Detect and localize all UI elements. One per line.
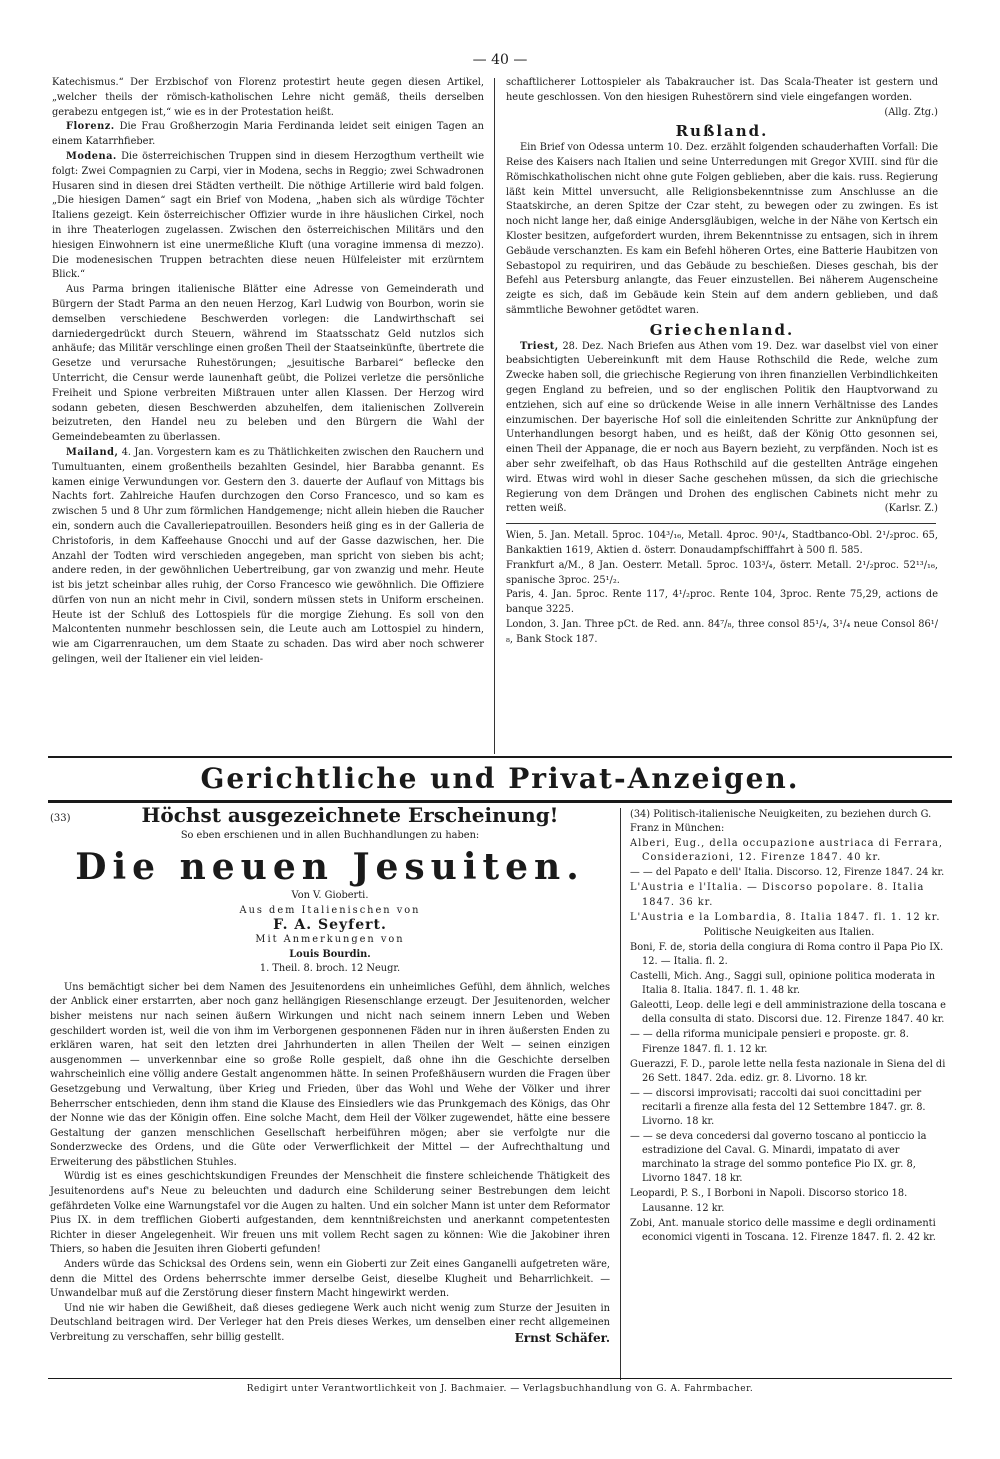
ad-paragraph: Anders würde das Schicksal des Ordens sein, wenn ein Gioberti zur Zeit eines Ganganelli aufgetreten wäre, denn die Mittel des Ordens beherrschte immer derselbe Geist, dieselbe Klugheit und Beharrlichkeit. — Unwandelbar muß auf die Zerstörung dieser finstern Macht hingewirkt werden. (50, 1259, 610, 1300)
list-item: L'Austria e l'Italia. — Discorso popolare. 8. Italia 1847. 36 kr. (630, 882, 925, 908)
stock-quote-frankfurt: Frankfurt a/M., 8 Jan. Oesterr. Metall. 5proc. 103³/₄, österr. Metall. 2¹/₂proc. 52¹³/₁₆, spanische 3proc. 25¹/₂. (506, 559, 938, 586)
parma-article: Aus Parma bringen italienische Blätter eine Adresse von Gemeinderath und Bürgern der Stadt Parma an den neuen Herzog, Karl Ludwig von Bourbon, worin sie demselben verschiedene Beschwerden vorlegen: die Landwirthschaft sei darniedergedrückt durch Steuern, während im Staatsschatz Geld nutzlos sich anhäufe; das Militär verschlinge einen großen Theil der Staatseinkünfte, übertrete die Gesetze und verursache Ruhestörungen; „jesuitische Barbarei“ beflecke den Unterricht, die Censur werde launenhaft geübt, die Polizei verletze die persönliche Freiheit und Spione verbreiten Mißtrauen unter allen Klassen. Der Herzog wird sodann gebeten, diesen Beschwerden abzuhelfen, dem italienischen Zollverein beizutreten, den Handel neu zu beleben und den Bürgern die Wahl der Gemeindebeamten zu überlassen. (52, 284, 484, 444)
stock-quotes (506, 529, 938, 647)
florenz-text: Die Frau Großherzogin Maria Ferdinanda leidet seit einigen Tagen an einem Katarrhfieber. (52, 121, 484, 148)
list-item: Castelli, Mich. Ang., Saggi sull, opinione politica moderata in Italia 8. Italia. 1847. fl. 1. 48 kr. (630, 971, 936, 997)
ad-number: (33) (50, 813, 71, 824)
advertisements-banner: Gerichtliche und Privat-Anzeigen. (200, 762, 800, 795)
dateline-triest: Triest, (520, 340, 559, 352)
annotator: Louis Bourdin. (289, 948, 371, 960)
dateline-mailand: Mailand, (66, 446, 119, 458)
triest-text: 28. Dez. Nach Briefen aus Athen vom 19. Dez. war daselbst viel von einer beabsichtigten Uebereinkunft mit dem Hause Rothschild die Rede, welche zum Zwecke haben soll, die griechische Regierung von ihren finanziellen Verbindlichkeiten gegen England zu befreien, und so der englischen Politik den Hauptvorwand zu entziehen, sich auf eine so drückende Weise in alle innern Verhältnisse des Landes einzumischen. Der bayerische Hof soll die einleitenden Schritte zur Anknüpfung der Unterhandlungen besorgt haben, und es heißt, daß der König Otto gesonnen sei, einen Theil der Appanage, die er noch aus Bayern bezieht, zu verpfänden. Noch ist es aber sehr zweifelhaft, ob das Haus Rothschild auf die gestellten Anträge eingehen wird. Etwas wird wohl in dieser Sache geschehen müssen, da sich die griechische Regierung von dem Drängen und Drohen des englischen Cabinets nicht mehr zu retten weiß. (506, 340, 938, 515)
column-divider (620, 808, 621, 1380)
right-news-column (506, 76, 938, 647)
divider (48, 1378, 952, 1379)
section-heading-griechenland: Griechenland. (649, 320, 795, 339)
translated-from: Aus dem Italienischen von (239, 904, 421, 916)
book-advertisement (50, 803, 610, 1346)
stock-quote-london: London, 3. Jan. Three pCt. de Red. ann. 84⁷/₈, three consol 85¹/₄, 3¹/₄ neue Consol 86¹/₈, Bank Stock 187. (506, 618, 938, 645)
ad-paragraph: Uns bemächtigt sicher bei dem Namen des Jesuitenordens ein unheimliches Gefühl, dem ähnlich, welches der Anblick einer erstarrten, aber noch ganz hellängigen Riesenschlange erzeugt. Der Jesuitenorden, welcher bisher meistens nur nach seinen äußern Wirkungen und nicht nach seinem innern Leben und Weben geschildert worden ist, weil die von ihm im Verborgenen gesponnenen Fäden nur in ihren äußersten Enden zu erklären waren, hat seit den letzten drei Jahrhunderten in allen Theilen der Welt — seinen einzigen ausgenommen — unverkennbar eine so große Rolle gespielt, daß ohne ihn die Geschichte derselben wahrscheinlich eine völlig andere Gestalt angenommen hätte. In seinen Profeßhäusern wurden die Fragen über Gesetzgebung und Verwaltung, über Krieg und Frieden, über das Wohl und Wehe der Völker und ihrer Beherrscher entschieden, denn ihm stand die Klause des Einsiedlers wie das Prunkgemach des Königs, das Ohr der Nonne wie das der Königin offen. Eine solche Macht, dem Heil der Völker zugewendet, hätte eine bessere Gestaltung der ganzen menschlichen Gesellschaft herbeiführen mögen; aber sie verfolgte nur die Sonderzwecke des Ordens, und die Güte oder Verwerflichkeit der Mittel — der Aufrechthaltung und Erweiterung des päbstlichen Stuhles. (50, 981, 610, 1168)
list-header: (34) Politisch-italienische Neuigkeiten, zu beziehen durch G. Franz in München: (630, 809, 932, 835)
ad-paragraph (50, 1302, 610, 1346)
list-item: Galeotti, Leop. delle legi e dell amministrazione della toscana e della consulta di stato. Discorsi due. 12. Firenze 1847. 40 kr. (630, 1000, 946, 1026)
divider (48, 756, 952, 758)
source-citation: (Karlsr. Z.) (884, 503, 938, 515)
mailand-article (52, 446, 484, 668)
ad-text: Und nie wir haben die Gewißheit, daß dieses gediegene Werk auch nicht wenig zum Sturze der Jesuiten in Deutschland beitragen wird. Der Verleger hat den Preis dieses Werkes, um denselben einer recht allgemeinen Verbreitung zu verschaffen, sehr billig gestellt. (50, 1302, 610, 1343)
divider (506, 523, 936, 524)
ad-paragraph: Würdig ist es eines geschichtskundigen Freundes der Menschheit die finstere schleichende Thätigkeit des Jesuitenordens auf's Neue zu beleuchten und dadurch eine Schilderung seiner Bestrebungen dem leicht gefährdeten Volke eine Warnungstafel vor die Augen zu halten. Und ein solcher Mann ist unter dem Reformator Pius IX. in dem trefflichen Gioberti aufgestanden, dem kenntnißreichsten und anerkannt competentesten Richter in dieser Angelegenheit. Wir freuen uns mit vollem Recht sagen zu können: Wie die Jakobiner ihren Thiers, so haben die Jesuiten ihren Gioberti gefunden! (50, 1171, 610, 1256)
publisher-signature: Ernst Schäfer. (514, 1331, 610, 1345)
triest-article (506, 340, 938, 518)
stock-quote-wien: Wien, 5. Jan. Metall. 5proc. 104³/₁₆, Metall. 4proc. 90¹/₄, Stadtbanco-Obl. 2¹/₂proc. 65, Bankaktien 1619, Aktien d. österr. Donaudampfschifffahrt à 500 fl. 585. (506, 530, 938, 556)
section-heading-russland: Rußland. (675, 122, 769, 141)
list-item: — — del Papato e dell' Italia. Discorso. 12, Firenze 1847. 24 kr. (630, 867, 945, 879)
mailand-text: 4. Jan. Vorgestern kam es zu Thätlichkeiten zwischen den Rauchern und Tumultuanten, einem großentheils bezahlten Gesindel, hier Barabba genannt. Es kamen einige Verwundungen vor. Gestern den 3. dauerte der Auflauf von Mittags bis Nachts fort. Zahlreiche Haufen durchzogen den Corso Francesco, und so kam es zwischen 5 und 8 Uhr zum förmlichen Handgemenge; nicht allein hieben die Raucher ein, sondern auch die Cavalleriepatrouillen. Besonders heiß ging es in der Galleria de Christoforis, in dem Kaffeehause Gnocchi und auf der Gasse dazwischen, her. Die Anzahl der Todten wird verschieden angegeben, man spricht von sieben bis acht; andere reden, in der gewöhnlichen Uebertreibung, gar von zwanzig und mehr. Heute ist bis jetzt scheinbar alles ruhig, der Corso Francesco wie gewöhnlich. Die Offiziere dürfen von nun an nicht mehr in Civil, sondern müssen stets in Uniform erscheinen. Heute ist der Schluß des Lottospiels für die morgige Ziehung. Es soll von den Malcontenten nunmehr beschlossen sein, die Leute auch am Lottospiel zu hindern, wie am Cigarrenrauchen, um dem Staate zu schaden. Das wird aber noch schwerer gelingen, weil der Italiener ein viel leiden- (52, 446, 484, 666)
column-divider (494, 78, 495, 754)
book-author: Von V. Gioberti. (291, 890, 369, 902)
book-title: Die neuen Jesuiten. (75, 846, 585, 889)
book-list-advertisement (630, 808, 948, 1246)
list-item: Boni, F. de, storia della congiura di Roma contro il Papa Pio IX. 12. — Italia. fl. 2. (630, 941, 944, 967)
dateline-florenz: Florenz. (66, 121, 115, 133)
ad-body (50, 981, 610, 1346)
list-item: L'Austria e la Lombardia, 8. Italia 1847. fl. 1. 12 kr. (630, 911, 941, 923)
dateline-modena: Modena. (66, 150, 117, 162)
list-item: Zobi, Ant. manuale storico delle massime e degli ordinamenti economici vigenti in Toscana. 12. Firenze 1847. fl. 2. 42 kr. (630, 1217, 936, 1243)
list-subheading: Politische Neuigkeiten aus Italien. (703, 926, 875, 938)
page-number: — 40 — (472, 52, 528, 68)
list-item: Alberi, Eug., della occupazione austriaca di Ferrara, Considerazioni, 12. Firenze 1847. 40 kr. (630, 838, 944, 864)
list-item: Guerazzi, F. D., parole lette nella festa nazionale in Siena del di 26 Sett. 1847. 2da. ediz. gr. 8. Livorno. 18 kr. (630, 1058, 946, 1084)
article-text: schaftlicherer Lottospieler als Tabakraucher ist. Das Scala-Theater ist gestern und heute geschlossen. Von den hiesigen Ruhestörern sind viele eingefangen worden. (506, 77, 938, 103)
list-item: Leopardi, P. S., I Borboni in Napoli. Discorso storico 18. Lausanne. 12 kr. (630, 1188, 908, 1214)
imprint-footer: Redigirt unter Verantwortlichkeit von J. Bachmaier. — Verlagsbuchhandlung von G. A. Fahrmbacher. (246, 1384, 754, 1394)
stock-quote-paris: Paris, 4. Jan. 5proc. Rente 117, 4¹/₂proc. Rente 104, 3proc. Rente 75,29, actions de banque 3225. (506, 589, 938, 616)
article-paragraph (506, 76, 938, 118)
notes-by: Mit Anmerkungen von (255, 933, 405, 945)
translator: F. A. Seyfert. (273, 917, 387, 934)
florenz-article (52, 120, 484, 150)
list-item: — — se deva concedersi dal governo toscano al ponticcio la estradizione del Caval. G. Minardi, impatato di aver marchinato la strage del sommo pontefice Pio IX. gr. 8, Livorno 1847. 18 kr. (630, 1131, 927, 1185)
list-item: — — discorsi improvisati; raccolti dai suoi concittadini per recitarli a firenze alla festa del 12 Settembre 1847. gr. 8. Livorno. 18 kr. (630, 1087, 926, 1127)
edition-info: 1. Theil. 8. broch. 12 Neugr. (259, 963, 401, 975)
left-news-column (52, 76, 484, 668)
list-item: — — della riforma municipale pensieri e proposte. gr. 8. Firenze 1847. fl. 1. 12 kr. (630, 1029, 909, 1055)
ad-intro: So eben erschienen und in allen Buchhandlungen zu haben: (180, 829, 480, 841)
source-citation: (Allg. Ztg.) (884, 106, 938, 118)
modena-text: Die österreichischen Truppen sind in diesem Herzogthum vertheilt wie folgt: Zwei Compagnien zu Carpi, vier in Modena, sechs in Reggio; zwei Schwadronen Husaren sind in diesen drei Städten vertheilt. Die nöthige Artillerie wird bald folgen. „Die hiesigen Damen“ sagt ein Brief von Modena, „haben sich als würdige Töchter Italiens gezeigt. Kein österreichischer Offizier wurde in ihre häuslichen Cirkel, noch in ihre Theaterlogen zugelassen. Zwischen den österreichischen Militärs und den hiesigen Einwohnern ist eine unermeßliche Kluft (una voragine immensa di mezzo). Die modenesischen Truppen betrachten diese neuen Hülfeleister mit erzürntem Blick.“ (52, 150, 484, 281)
ad-headline: Höchst ausgezeichnete Erscheinung! (141, 803, 559, 827)
modena-article (52, 150, 484, 283)
article-paragraph: Katechismus.“ Der Erzbischof von Florenz protestirt heute gegen diesen Artikel, „welcher theils der römisch-katholischen Lehre nicht gemäß, theils derselben gerabezu entgegen ist,“ wie es in der Protestation heißt. (52, 77, 484, 118)
russland-article: Ein Brief von Odessa unterm 10. Dez. erzählt folgenden schauderhaften Vorfall: Die Reise des Kaisers nach Italien und seine Unterredungen mit Gregor XVIII. sind für die Römischkatholischen nicht ohne gute Folgen geblieben, aber die kais. russ. Regierung läßt kein Mittel unversucht, alle Religionsbekenntnisse zum Anschlusse an die Staatskirche, an deren Spitze der Czar steht, zu bewegen oder zu zwingen. Es ist noch nicht lange her, daß einige Andersgläubigen, welche in der Nähe von Kertsch ein Kloster besitzen, aufgefordert wurden, ihrem Bekenntnisse zu entsagen, sich in ihrem Gebäude verschanzten. Es kam ein Befehl höheren Ortes, eine Batterie Haubitzen von Sebastopol zu requiriren, und das Gebäude zu beschießen. Dieses geschah, bis der Befehl aus Petersburg anlangte, das Feuer einzustellen. Bei näherem Augenscheine zeigte es sich, daß im Gebäude kein Stein auf dem andern geblieben, und daß sämmtliche Bewohner getödtet waren. (506, 142, 938, 316)
